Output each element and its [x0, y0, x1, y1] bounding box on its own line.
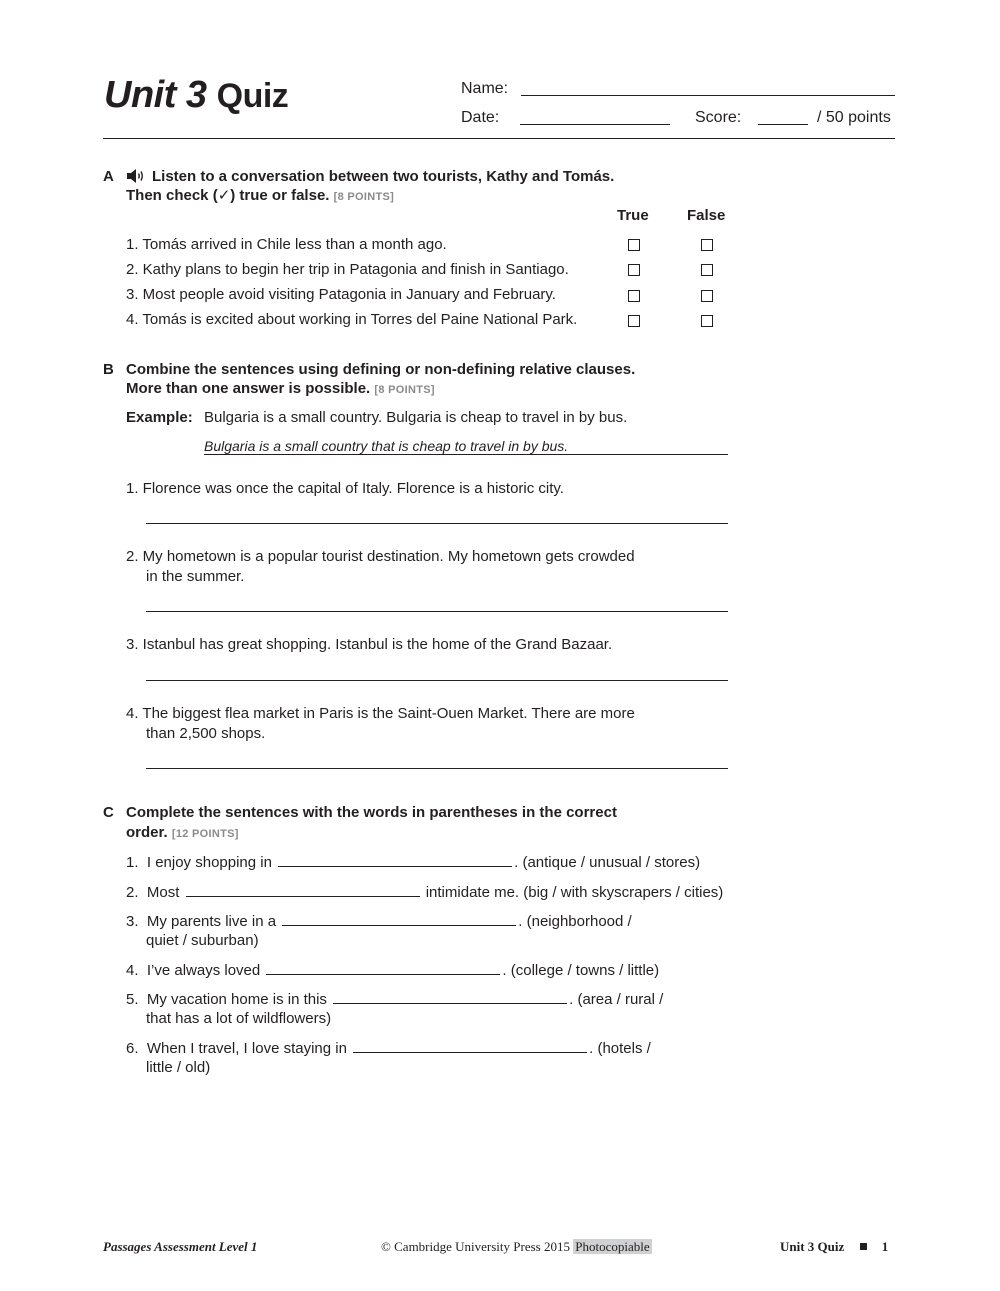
- section-c-letter: C: [103, 804, 114, 821]
- order-item: [126, 960, 659, 981]
- item-number: 5.: [126, 991, 139, 1008]
- order-item: [126, 1038, 651, 1059]
- combine-item-cont: than 2,500 shops.: [146, 725, 266, 742]
- combine-item: 3. Istanbul has great shopping. Istanbul is the home of the Grand Bazaar.: [126, 636, 613, 653]
- item-before: I enjoy shopping in: [146, 854, 272, 871]
- false-checkbox-1[interactable]: [701, 239, 713, 251]
- title-main: Unit 3: [104, 74, 207, 116]
- score-total: / 50 points: [817, 109, 891, 126]
- fill-blank-6[interactable]: [353, 1038, 587, 1053]
- example-text: Bulgaria is a small country. Bulgaria is cheap to travel in by bus.: [204, 409, 628, 426]
- item-after: . (antique / unusual / stores): [514, 854, 701, 871]
- section-a-instruction-2-row: [126, 186, 394, 207]
- title-sub: Quiz: [216, 77, 289, 115]
- section-c-instruction-1: Complete the sentences with the words in parentheses in the correct: [126, 804, 617, 821]
- combine-item-cont: in the summer.: [146, 568, 245, 585]
- true-checkbox-1[interactable]: [628, 239, 640, 251]
- item-number: 4.: [126, 962, 139, 979]
- item-after: intimidate me. (big / with skyscrapers / cities): [425, 884, 724, 901]
- item-after: . (neighborhood /: [518, 913, 632, 930]
- example-answer: Bulgaria is a small country that is cheap to travel in by bus.: [204, 438, 569, 454]
- true-checkbox-4[interactable]: [628, 315, 640, 327]
- section-c-instruction-2: order.: [126, 824, 168, 841]
- section-c-points: [12 POINTS]: [171, 828, 239, 840]
- fill-blank-2[interactable]: [186, 882, 420, 897]
- item-before: My vacation home is in this: [146, 991, 327, 1008]
- square-bullet-icon: [860, 1243, 867, 1250]
- section-a-letter: A: [103, 168, 114, 185]
- item-before: I’ve always loved: [146, 962, 261, 979]
- footer-left: Passages Assessment Level 1: [103, 1239, 258, 1254]
- header-divider: [103, 138, 895, 139]
- example-label: Example:: [126, 409, 193, 426]
- section-a-instruction-2: Then check (✓) true or false.: [126, 187, 330, 204]
- name-field[interactable]: [521, 95, 895, 96]
- order-item-cont: that has a lot of wildflowers): [146, 1010, 332, 1027]
- answer-line-1[interactable]: [146, 523, 728, 524]
- order-item: [126, 882, 723, 903]
- section-b-instruction-1: Combine the sentences using defining or non-defining relative clauses.: [126, 361, 636, 378]
- page-title: [104, 74, 288, 117]
- combine-item: 1. Florence was once the capital of Italy. Florence is a historic city.: [126, 480, 564, 497]
- fill-blank-1[interactable]: [278, 852, 512, 867]
- item-before: When I travel, I love staying in: [146, 1040, 347, 1057]
- section-b-instruction-2: More than one answer is possible.: [126, 380, 371, 397]
- example-answer-line: [204, 454, 728, 455]
- answer-line-3[interactable]: [146, 680, 728, 681]
- fill-blank-4[interactable]: [266, 960, 500, 975]
- score-field[interactable]: [758, 124, 808, 125]
- false-checkbox-2[interactable]: [701, 264, 713, 276]
- answer-line-4[interactable]: [146, 768, 728, 769]
- footer-center: [381, 1239, 652, 1255]
- footer-right: [780, 1239, 888, 1255]
- combine-item: 4. The biggest flea market in Paris is the Saint-Ouen Market. There are more: [126, 705, 635, 722]
- item-after: . (area / rural /: [569, 991, 664, 1008]
- order-item: [126, 911, 632, 932]
- order-item: [126, 852, 700, 873]
- tf-item: 4. Tomás is excited about working in Torres del Paine National Park.: [126, 311, 578, 328]
- order-item-cont: little / old): [146, 1059, 211, 1076]
- combine-item: 2. My hometown is a popular tourist destination. My hometown gets crowded: [126, 548, 635, 565]
- false-checkbox-3[interactable]: [701, 290, 713, 302]
- section-b-points: [8 POINTS]: [374, 384, 435, 396]
- fill-blank-3[interactable]: [282, 911, 516, 926]
- item-number: 2.: [126, 884, 139, 901]
- col-true-header: True: [617, 207, 649, 224]
- name-label: Name:: [461, 80, 509, 97]
- footer-unit: Unit 3 Quiz: [780, 1239, 845, 1254]
- true-checkbox-3[interactable]: [628, 290, 640, 302]
- tf-item: 3. Most people avoid visiting Patagonia in January and February.: [126, 286, 556, 303]
- item-number: 1.: [126, 854, 139, 871]
- answer-line-2[interactable]: [146, 611, 728, 612]
- item-before: My parents live in a: [146, 913, 277, 930]
- fill-blank-5[interactable]: [333, 989, 567, 1004]
- section-a-points: [8 POINTS]: [333, 191, 395, 203]
- section-c-instruction-2-row: [126, 823, 239, 844]
- item-number: 3.: [126, 913, 139, 930]
- order-item: [126, 989, 663, 1010]
- date-field[interactable]: [520, 124, 670, 125]
- item-after: . (hotels /: [589, 1040, 651, 1057]
- section-b-instruction-2-row: [126, 379, 435, 400]
- tf-item: 2. Kathy plans to begin her trip in Patagonia and finish in Santiago.: [126, 261, 569, 278]
- copyright: © Cambridge University Press 2015: [381, 1239, 570, 1254]
- page-number: 1: [881, 1239, 889, 1254]
- item-number: 6.: [126, 1040, 139, 1057]
- false-checkbox-4[interactable]: [701, 315, 713, 327]
- section-b-letter: B: [103, 361, 114, 378]
- item-after: . (college / towns / little): [502, 962, 660, 979]
- photocopiable-badge: Photocopiable: [575, 1239, 650, 1254]
- true-checkbox-2[interactable]: [628, 264, 640, 276]
- order-item-cont: quiet / suburban): [146, 932, 259, 949]
- col-false-header: False: [687, 207, 726, 224]
- tf-item: 1. Tomás arrived in Chile less than a month ago.: [126, 236, 447, 253]
- section-a-instruction-1: Listen to a conversation between two tourists, Kathy and Tomás.: [152, 168, 615, 185]
- date-label: Date:: [461, 109, 500, 126]
- item-before: Most: [146, 884, 180, 901]
- score-label: Score:: [695, 109, 742, 126]
